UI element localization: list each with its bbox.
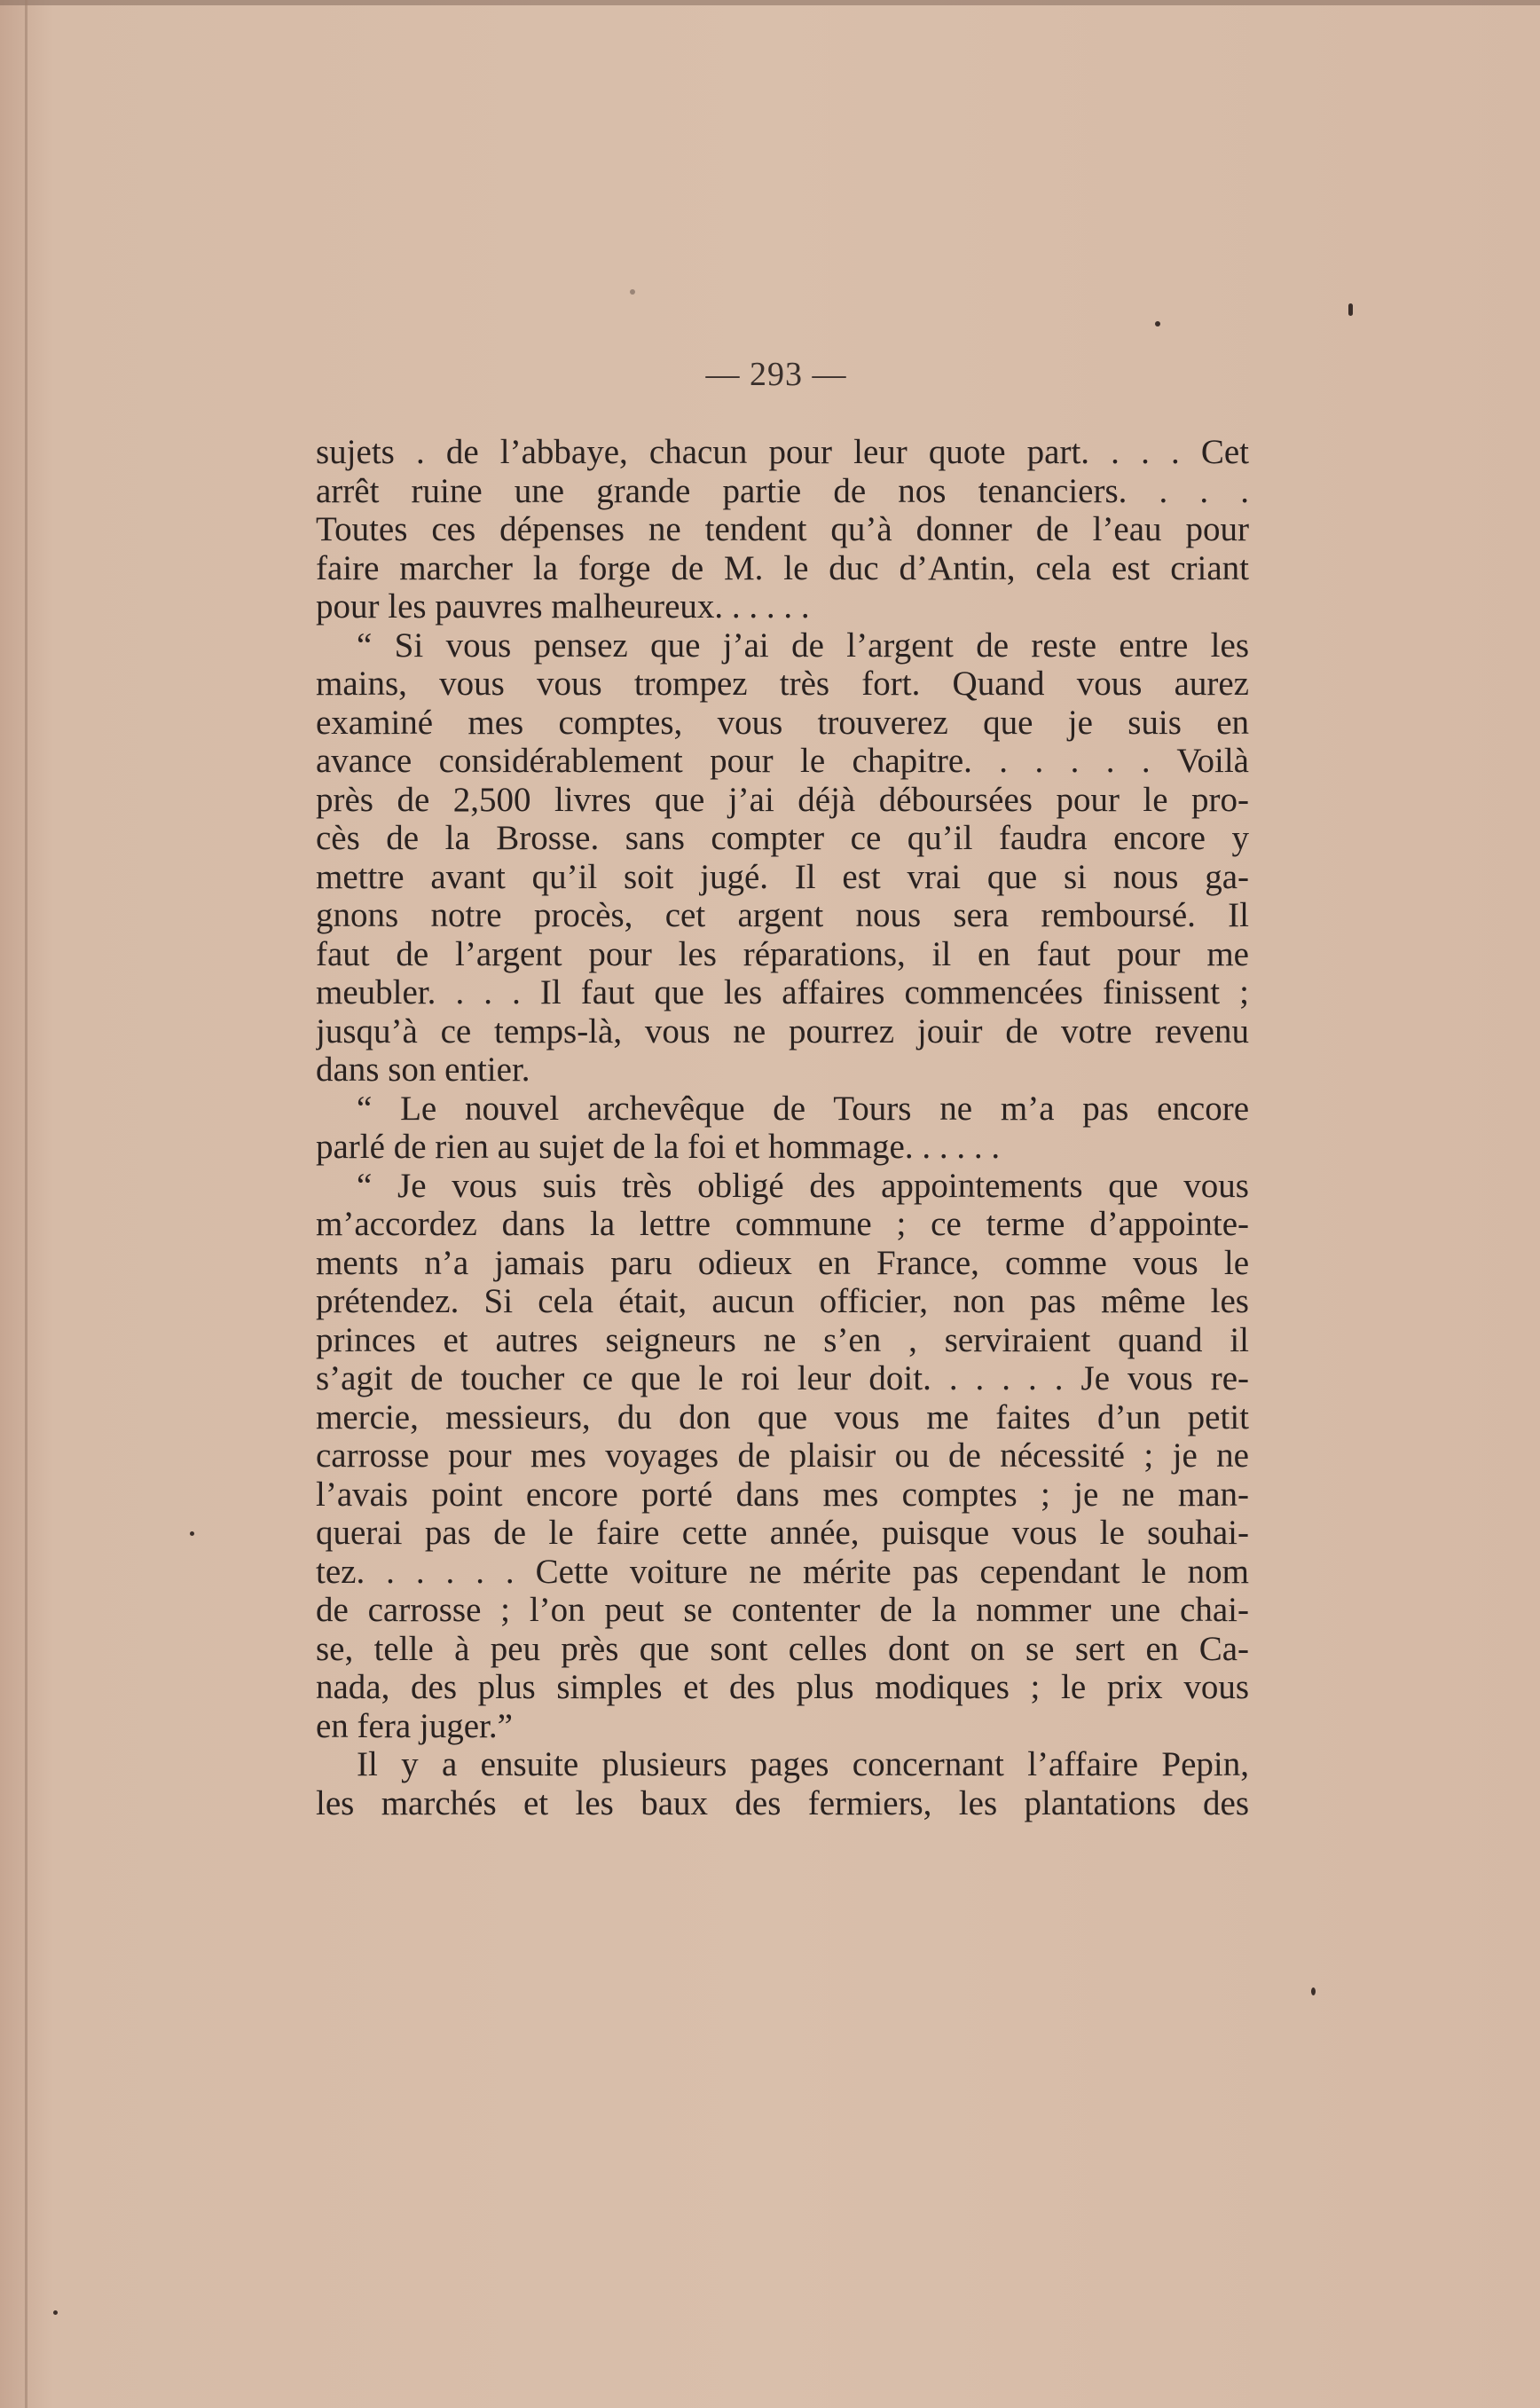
- text-line: faire marcher la forge de M. le duc d’Antin, cela est criant: [316, 548, 1249, 587]
- text-line: nada, des plus simples et des plus modiques ; le prix vous: [316, 1668, 1249, 1706]
- text-line: en fera juger.”: [316, 1706, 513, 1745]
- text-line: querai pas de le faire cette année, puisque vous le souhai-: [316, 1514, 1249, 1552]
- text-line: ments n’a jamais paru odieux en France, comme vous le: [316, 1243, 1249, 1282]
- text-line: parlé de rien au sujet de la foi et hommage. . . . . .: [316, 1128, 1001, 1166]
- text-line: mains, vous vous trompez très fort. Quand vous aurez: [316, 665, 1249, 703]
- text-line: de carrosse ; l’on peut se contenter de la nommer une chai-: [316, 1591, 1249, 1629]
- text-line: se, telle à peu près que sont celles dont on se sert en Ca-: [316, 1629, 1249, 1668]
- text-line: avance considérablement pour le chapitre. . . . . . Voilà: [316, 742, 1249, 780]
- text-line: prétendez. Si cela était, aucun officier, non pas même les: [316, 1282, 1249, 1320]
- text-line: “ Le nouvel archevêque de Tours ne m’a pas encore: [357, 1089, 1249, 1128]
- page-number: — 293 —: [705, 356, 847, 393]
- text-line: pour les pauvres malheureux. . . . . .: [316, 587, 810, 626]
- text-line: Il y a ensuite plusieurs pages concernant l’affaire Pepin,: [357, 1745, 1249, 1783]
- text-line: sujets . de l’abbaye, chacun pour leur quote part. . . . Cet: [316, 433, 1249, 471]
- text-line: m’accordez dans la lettre commune ; ce terme d’appointe-: [316, 1205, 1249, 1243]
- text-line: près de 2,500 livres que j’ai déjà déboursées pour le pro-: [316, 780, 1249, 819]
- paper-speck: [190, 1531, 194, 1536]
- text-line: Toutes ces dépenses ne tendent qu’à donner de l’eau pour: [316, 510, 1249, 548]
- text-line: meubler. . . . Il faut que les affaires commencées finissent ;: [316, 973, 1249, 1011]
- paper-speck: [1348, 303, 1353, 316]
- text-line: “ Si vous pensez que j’ai de l’argent de reste entre les: [357, 626, 1249, 665]
- text-line: s’agit de toucher ce que le roi leur doit. . . . . . Je vous re-: [316, 1359, 1249, 1397]
- page-top-edge: [0, 0, 1540, 5]
- text-line: “ Je vous suis très obligé des appointements que vous: [357, 1166, 1249, 1205]
- text-line: l’avais point encore porté dans mes comptes ; je ne man-: [316, 1475, 1249, 1514]
- page-gutter: [25, 0, 28, 2408]
- paper-speck: [1155, 321, 1160, 327]
- paper-speck: [630, 289, 635, 295]
- text-line: mercie, messieurs, du don que vous me faites d’un petit: [316, 1397, 1249, 1436]
- text-line: faut de l’argent pour les réparations, il en faut pour me: [316, 934, 1249, 973]
- text-line: arrêt ruine une grande partie de nos tenanciers. . . .: [316, 471, 1249, 510]
- body-text: [316, 433, 1249, 1822]
- text-line: gnons notre procès, cet argent nous sera remboursé. Il: [316, 896, 1249, 934]
- text-line: examiné mes comptes, vous trouverez que je suis en: [316, 703, 1249, 742]
- text-line: les marchés et les baux des fermiers, les plantations des: [316, 1783, 1249, 1822]
- text-line: jusqu’à ce temps-là, vous ne pourrez jouir de votre revenu: [316, 1011, 1249, 1051]
- paper-speck: [1311, 1987, 1316, 1995]
- text-line: carrosse pour mes voyages de plaisir ou de nécessité ; je ne: [316, 1436, 1249, 1475]
- text-line: princes et autres seigneurs ne s’en , serviraient quand il: [316, 1320, 1249, 1359]
- text-line: mettre avant qu’il soit jugé. Il est vrai que si nous ga-: [316, 857, 1249, 896]
- paper-speck: [53, 2310, 58, 2315]
- text-line: cès de la Brosse. sans compter ce qu’il faudra encore y: [316, 819, 1249, 857]
- text-line: tez. . . . . . Cette voiture ne mérite pas cependant le nom: [316, 1552, 1249, 1591]
- text-line: dans son entier.: [316, 1051, 530, 1089]
